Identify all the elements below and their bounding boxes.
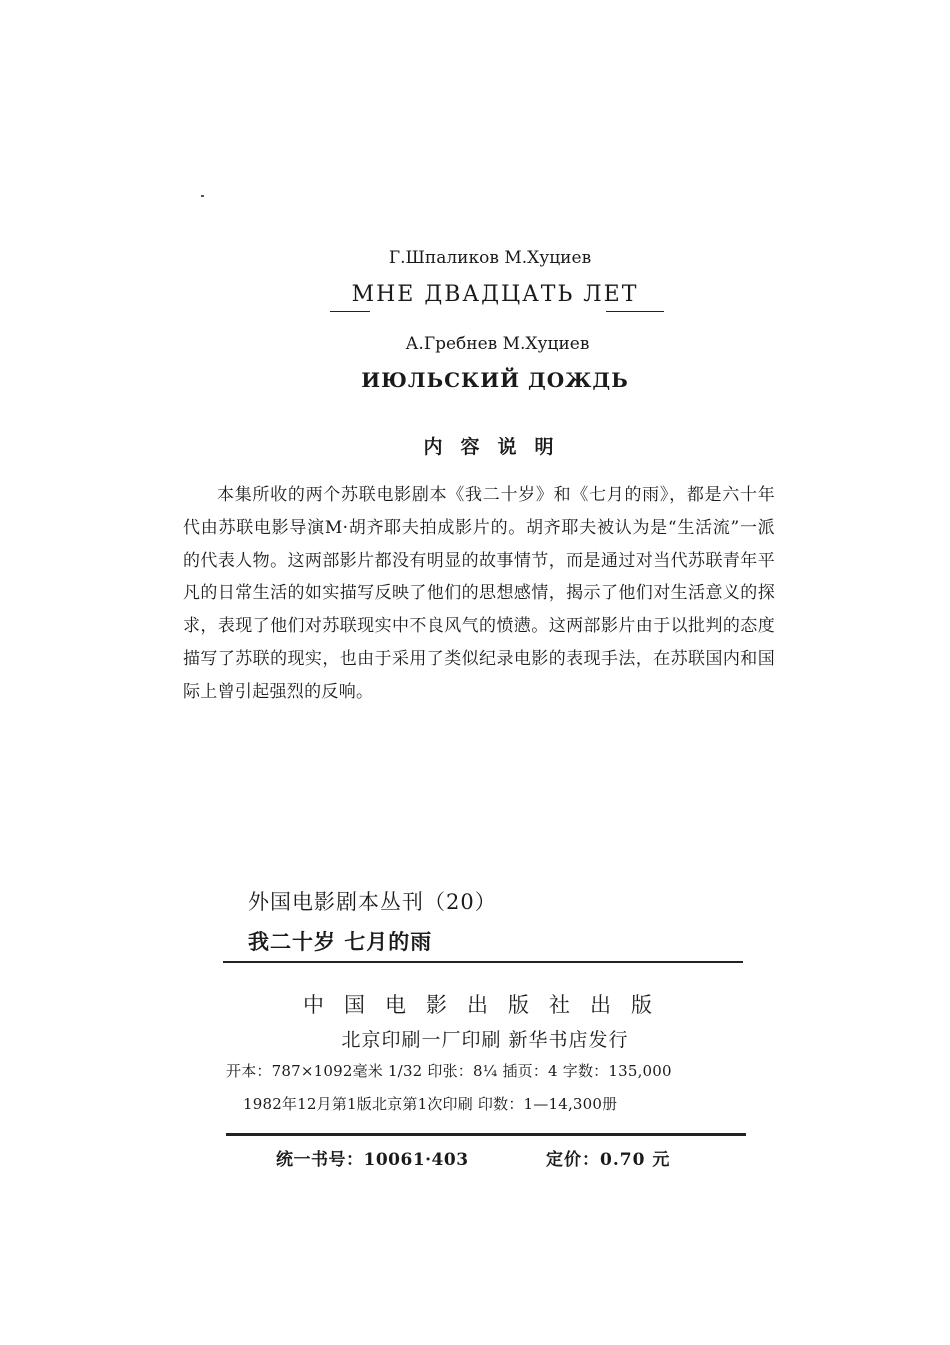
colophon-divider-bottom [226, 1133, 746, 1136]
series-title: 外国电影剧本丛刊（20） [248, 890, 497, 914]
authors-film-2: А.Гребнев М.Хуциев [405, 334, 590, 354]
price: 定价：0.70 元 [546, 1150, 671, 1170]
title-film-2: ИЮЛЬСКИЙ ДОЖДЬ [361, 368, 629, 392]
unified-book-number: 统一书号：10061·403 [276, 1150, 469, 1170]
format-specs: 开本：787×1092毫米 1/32 印张：8¼ 插页：4 字数：135,000 [226, 1062, 672, 1080]
printer-line: 北京印刷一厂印刷 新华书店发行 [341, 1029, 629, 1051]
title-film-1: МНЕ ДВАДЦАТЬ ЛЕТ [351, 282, 639, 307]
printing-info: 1982年12月第1版北京第1次印刷 印数：1—14,300册 [243, 1095, 618, 1113]
book-title: 我二十岁 七月的雨 [248, 929, 433, 954]
summary-body: 本集所收的两个苏联电影剧本《我二十岁》和《七月的雨》，都是六十年代由苏联电影导演M·胡齐耶夫拍成影片的。胡齐耶夫被认为是“生活流”一派的代表人物。这两部影片都没有明显的故事情节，而是通过对当代苏联青年平凡的日常生活的如实描写反映了他们的思想感情，揭示了他们对生活意义的探求，表现了他们对苏联现实中不良风气的愤懑。这两部影片由于以批判的态度描写了苏联的现实，也由于采用了类似纪录电影的表现手法，在苏联国内和国际上曾引起强烈的反响。 [183, 485, 775, 702]
title-underline-left [330, 311, 370, 312]
scan-speck [201, 195, 204, 197]
authors-film-1: Г.Шпаликов М.Хуциев [388, 248, 592, 268]
title-underline-right [606, 311, 664, 312]
summary-heading: 内容说明 [423, 436, 572, 458]
colophon-divider-top [223, 961, 743, 963]
publisher-line: 中国电影出版社出版 [303, 993, 672, 1017]
